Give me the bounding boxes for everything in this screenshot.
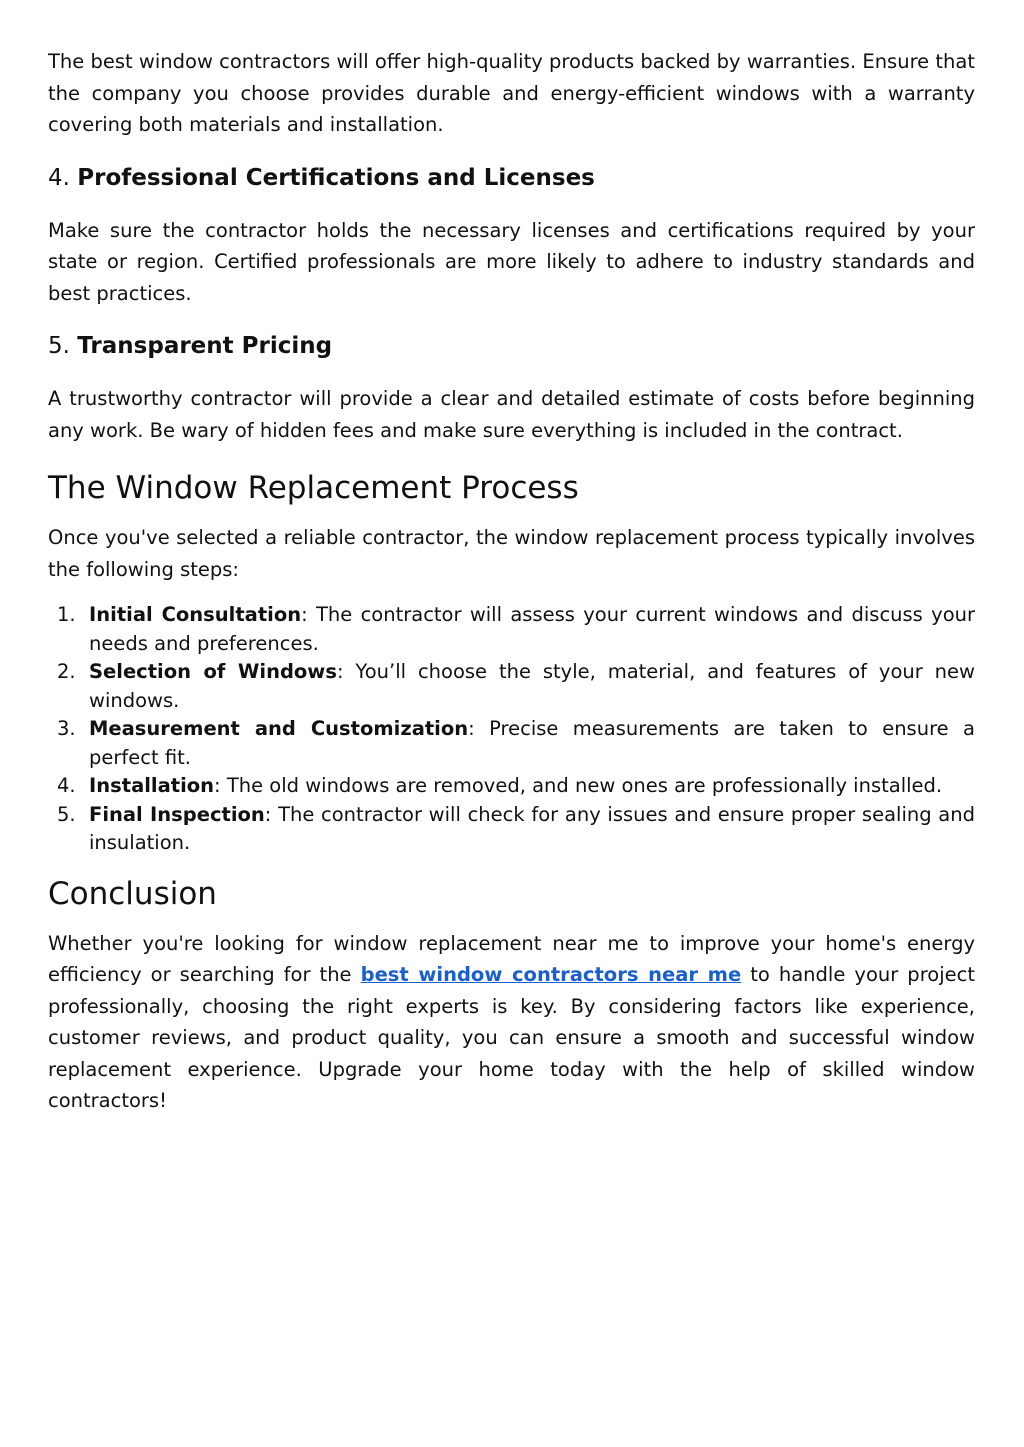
section-4-body: Make sure the contractor holds the necessary licenses and certifications required by your state or region. Certified professionals are more likely to adhere to industry standards and best practices.: [48, 218, 975, 305]
list-marker: 5.: [57, 802, 76, 826]
list-marker: 3.: [57, 717, 76, 740]
step-description: : The old windows are removed, and new ones are professionally installed.: [214, 774, 943, 797]
conclusion-heading: Conclusion: [48, 875, 217, 912]
conclusion-text-after: to handle your project professionally, choosing the right experts is key. By considering factors like experience, customer reviews, and product quality, you can ensure a smooth and successful window replacement experience. Upgrade your home today with the help of skilled window contractors!: [48, 963, 975, 1112]
list-marker: 1.: [57, 603, 76, 626]
step-description: : The contractor will check for any issues and ensure proper sealing and insulation.: [89, 802, 975, 854]
list-item: [48, 715, 975, 772]
list-item: [48, 658, 975, 715]
step-description: : The contractor will assess your current windows and discuss your needs and preferences.: [89, 603, 975, 655]
intro-paragraph: The best window contractors will offer high-quality products backed by warranties. Ensure that the company you choose provides durable and energy-efficient windows with a warranty covering both materials and installation.: [48, 50, 975, 136]
section-5-body: A trustworthy contractor will provide a clear and detailed estimate of costs before beginning any work. Be wary of hidden fees and make sure everything is included in the contract.: [48, 387, 975, 442]
section-4-number: 4.: [48, 164, 70, 191]
best-window-contractors-link[interactable]: best window contractors near me: [360, 963, 742, 986]
process-steps-list: [48, 601, 975, 858]
list-item: [48, 801, 975, 858]
step-description: : Precise measurements are taken to ensure a perfect fit.: [89, 717, 975, 769]
step-description: : You’ll choose the style, material, and features of your new windows.: [89, 660, 975, 712]
list-marker: 2.: [57, 660, 76, 683]
step-term: Final Inspection: [89, 802, 265, 826]
section-5-heading: [48, 331, 975, 361]
conclusion-text-before: Whether you're looking for window replacement near me to improve your home's energy efficiency or searching for the: [48, 931, 975, 986]
conclusion-paragraph: [48, 928, 975, 1117]
list-item: [48, 772, 975, 801]
section-5-number: 5.: [48, 333, 70, 359]
step-term: Measurement and Customization: [89, 717, 469, 740]
section-4-title: Professional Certifications and Licenses: [77, 164, 595, 191]
section-5-title: Transparent Pricing: [77, 333, 333, 359]
list-marker: 4.: [57, 774, 76, 797]
step-term: Initial Consultation: [89, 603, 302, 626]
process-heading: The Window Replacement Process: [48, 470, 579, 506]
list-item: [48, 601, 975, 658]
process-intro: Once you've selected a reliable contractor, the window replacement process typically involves the following steps:: [48, 526, 975, 581]
step-term: Selection of Windows: [89, 660, 337, 683]
step-term: Installation: [89, 774, 215, 797]
section-4-heading: [48, 163, 975, 193]
